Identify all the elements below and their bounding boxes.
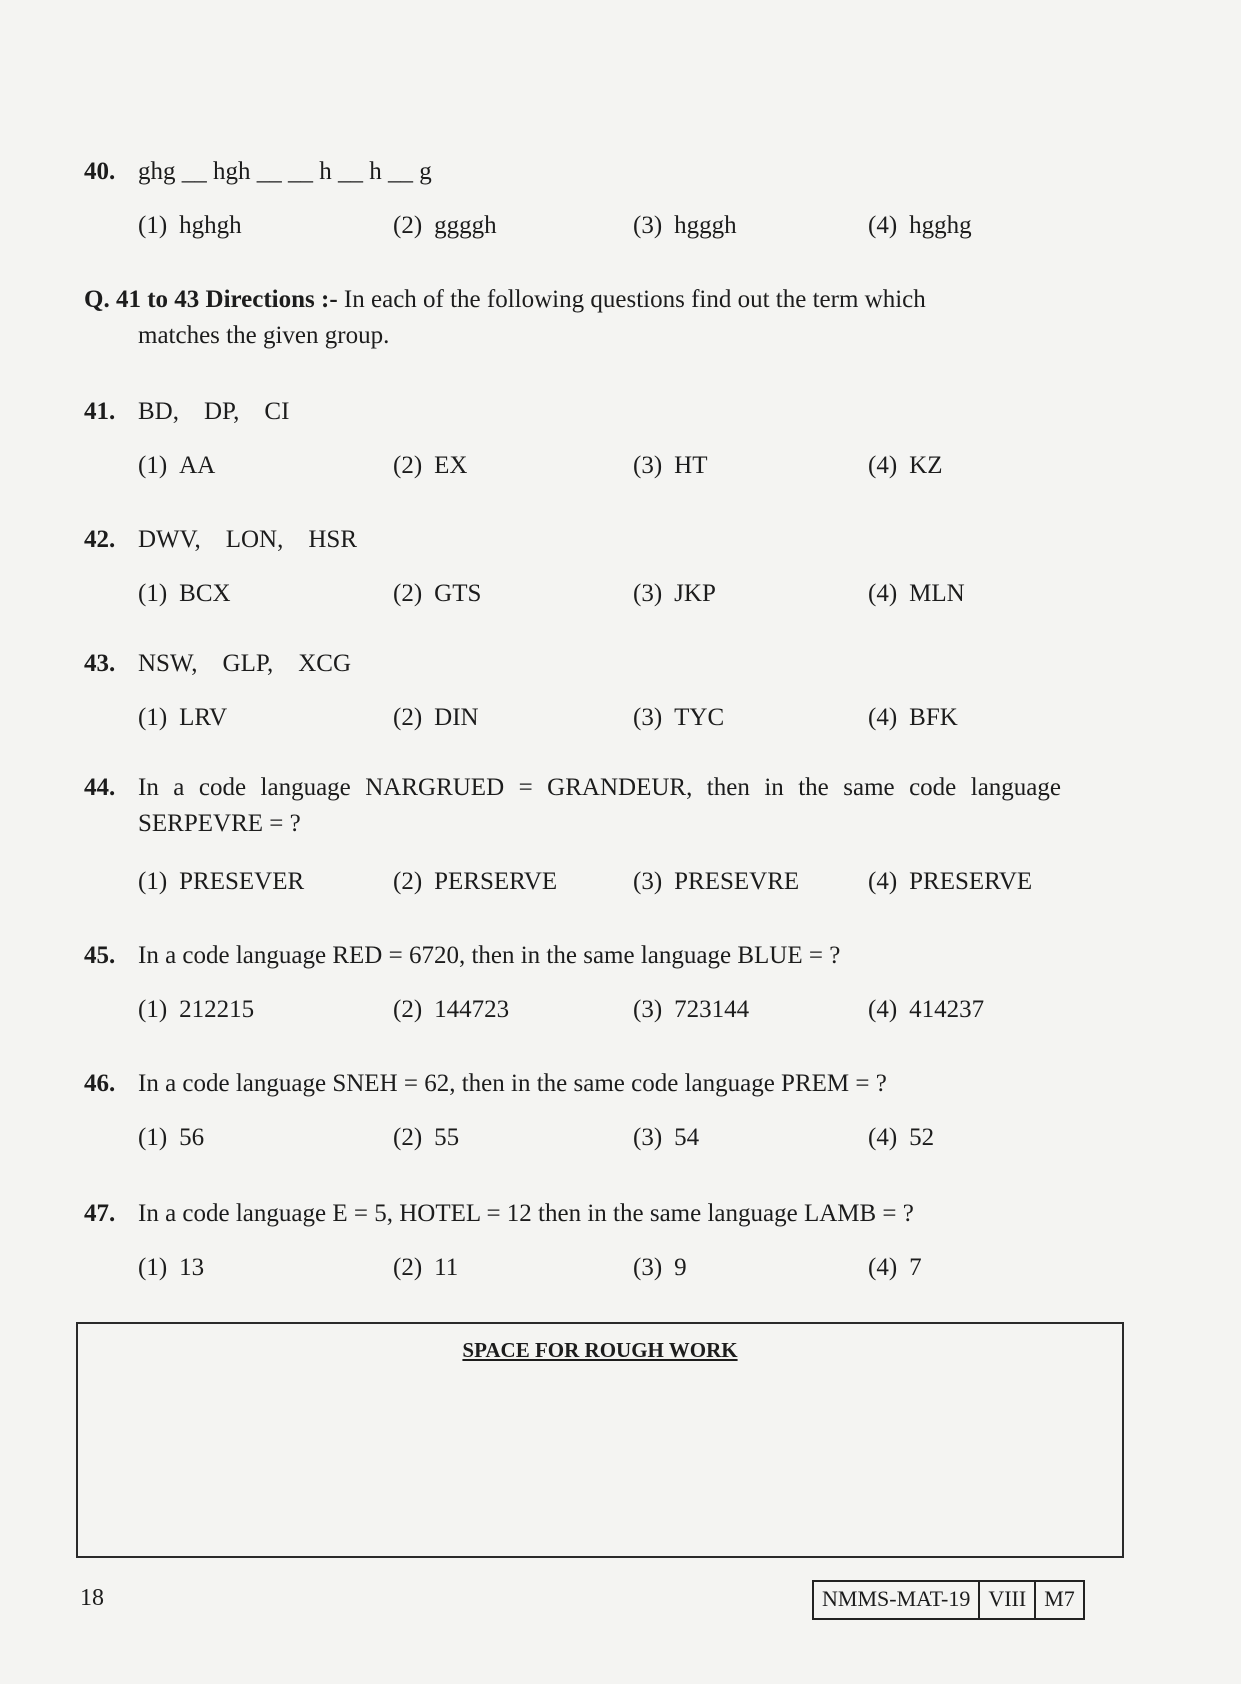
option-2[interactable]: (2) 55	[393, 1124, 460, 1151]
option-3[interactable]: (3) 54	[633, 1124, 700, 1151]
question-text: ghg __ hgh __ __ h __ h __ g	[138, 158, 432, 185]
question-number: 41.	[84, 398, 116, 425]
option-4[interactable]: (4) MLN	[868, 580, 965, 607]
paper-code: NMMS-MAT-19	[814, 1582, 980, 1618]
option-2[interactable]: (2) ggggh	[393, 212, 497, 239]
question-text: In a code language RED = 6720, then in the same language BLUE = ?	[138, 942, 841, 969]
question-number: 42.	[84, 526, 116, 553]
option-3[interactable]: (3) hgggh	[633, 212, 737, 239]
option-2[interactable]: (2) GTS	[393, 580, 482, 607]
option-2[interactable]: (2) PERSERVE	[393, 868, 558, 895]
option-2[interactable]: (2) 144723	[393, 996, 510, 1023]
question-text: NSW, GLP, XCG	[138, 650, 352, 677]
option-3[interactable]: (3) PRESEVRE	[633, 868, 800, 895]
option-3[interactable]: (3) 723144	[633, 996, 750, 1023]
option-1[interactable]: (1) 13	[138, 1254, 205, 1281]
option-1[interactable]: (1) 212215	[138, 996, 255, 1023]
question-number: 47.	[84, 1200, 116, 1227]
option-2[interactable]: (2) 11	[393, 1254, 459, 1281]
option-4[interactable]: (4) 414237	[868, 996, 985, 1023]
question-43	[84, 646, 1061, 682]
directions-continuation: matches the given group.	[138, 322, 390, 349]
paper-code-box	[812, 1580, 1085, 1620]
directions-lead: Q. 41 to 43 Directions :-	[84, 286, 338, 313]
set-code: M7	[1044, 1586, 1075, 1611]
option-4[interactable]: (4) KZ	[868, 452, 943, 479]
question-45	[84, 938, 1061, 974]
class-code: VIII	[980, 1582, 1036, 1618]
question-number: 40.	[84, 158, 116, 185]
option-4[interactable]: (4) BFK	[868, 704, 958, 731]
question-text: BD, DP, CI	[138, 398, 290, 425]
directions	[84, 282, 1059, 354]
question-46	[84, 1066, 1061, 1102]
question-44	[84, 770, 1061, 842]
question-text: In a code language SNEH = 62, then in the same code language PREM = ?	[138, 1070, 887, 1097]
question-40	[84, 154, 1061, 190]
question-text: In a code language E = 5, HOTEL = 12 then in the same language LAMB = ?	[138, 1200, 914, 1227]
question-41	[84, 394, 1061, 430]
question-number: 43.	[84, 650, 116, 677]
option-1[interactable]: (1) 56	[138, 1124, 205, 1151]
option-3[interactable]: (3) HT	[633, 452, 708, 479]
question-number: 45.	[84, 942, 116, 969]
option-1[interactable]: (1) LRV	[138, 704, 228, 731]
rough-work-box	[76, 1322, 1124, 1558]
option-2[interactable]: (2) EX	[393, 452, 468, 479]
option-4[interactable]: (4) 52	[868, 1124, 935, 1151]
option-1[interactable]: (1) hghgh	[138, 212, 242, 239]
rough-work-title: SPACE FOR ROUGH WORK	[462, 1338, 738, 1362]
option-1[interactable]: (1) AA	[138, 452, 216, 479]
question-number: 44.	[84, 774, 116, 801]
option-4[interactable]: (4) PRESERVE	[868, 868, 1033, 895]
directions-text: In each of the following questions find out the term which	[343, 286, 926, 313]
question-text: DWV, LON, HSR	[138, 526, 357, 553]
option-3[interactable]: (3) 9	[633, 1254, 687, 1281]
question-text: In a code language NARGRUED = GRANDEUR, then in the same code language SERPEVRE = ?	[138, 774, 1061, 837]
option-1[interactable]: (1) PRESEVER	[138, 868, 305, 895]
option-4[interactable]: (4) hgghg	[868, 212, 972, 239]
question-47	[84, 1196, 1061, 1232]
option-3[interactable]: (3) JKP	[633, 580, 716, 607]
option-4[interactable]: (4) 7	[868, 1254, 922, 1281]
option-1[interactable]: (1) BCX	[138, 580, 231, 607]
question-number: 46.	[84, 1070, 116, 1097]
option-3[interactable]: (3) TYC	[633, 704, 725, 731]
page-number: 18	[80, 1585, 104, 1611]
question-42	[84, 522, 1061, 558]
option-2[interactable]: (2) DIN	[393, 704, 479, 731]
